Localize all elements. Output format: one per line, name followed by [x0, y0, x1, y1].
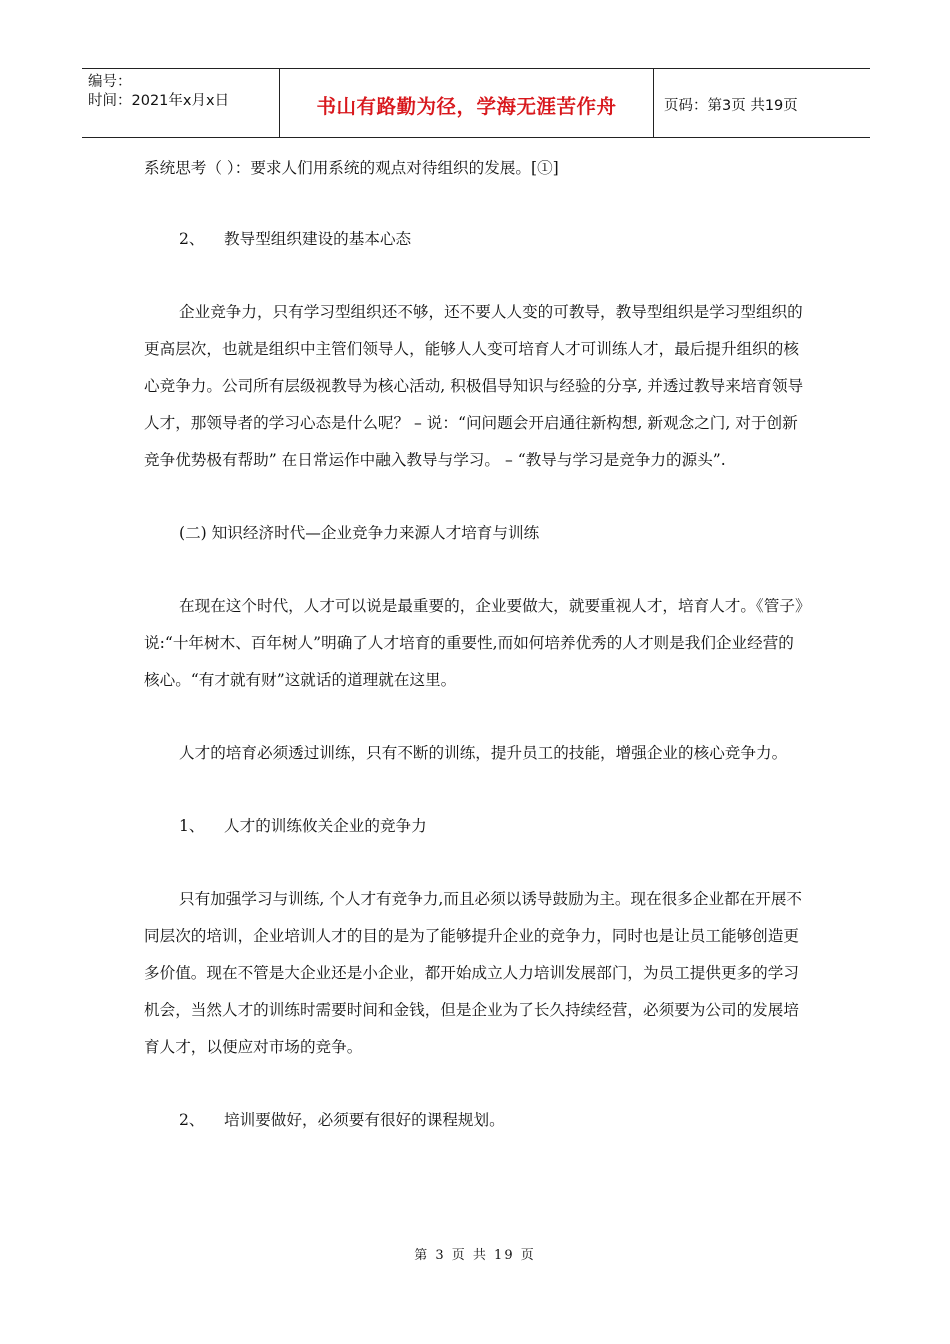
time-label: 时间：2021年x月x日	[88, 93, 230, 109]
paragraph-competitiveness: 企业竞争力，只有学习型组织还不够，还不要人人变的可教导，教导型组织是学习型组织的更高层次，也就是组织中主管们领导人，能够人人变可培育人才可训练人才，最后提升组织的核心竞争力。公司所有层级视教导为核心活动, 积极倡导知识与经验的分享, 并透过教导来培育领导人才，那领导者的学习心态是什么呢？ – 说：“问问题会开启通往新构想, 新观念之门, 对于创新竞争优势极有帮助” 在日常运作中融入教导与学习。 – “教导与学习是竞争力的源头”.	[144, 303, 804, 469]
paragraph-talent-era: 在现在这个时代，人才可以说是最重要的，企业要做大，就要重视人才，培育人才。《管子》说:“十年树木、百年树人”明确了人才培育的重要性,而如何培养优秀的人才则是我们企业经营的核心。“有才就有财”这就话的道理就在这里。	[144, 597, 803, 689]
list-item-course-planning	[144, 1102, 808, 1139]
header-meta	[82, 69, 280, 137]
page-footer: 第 3 页 共 19 页	[414, 1248, 536, 1263]
paragraph-talent-training: 人才的培育必须透过训练，只有不断的训练，提升员工的技能，增强企业的核心竞争力。	[179, 744, 788, 762]
list-item-coaching-mindset	[144, 221, 808, 258]
section-heading-knowledge-economy: (二) 知识经济时代—企业竞争力来源人才培育与训练	[179, 524, 540, 542]
list-item-text: 培训要做好，必须要有很好的课程规划。	[224, 1111, 505, 1129]
header-motto: 书山有路勤为径，学海无涯苦作舟	[280, 69, 654, 137]
paragraph-learning-training: 只有加强学习与训练, 个人才有竞争力,而且必须以诱导鼓励为主。现在很多企业都在开展不同层次的培训，企业培训人才的目的是为了能够提升企业的竞争力，同时也是让员工能够创造更多价值。现在不管是大企业还是小企业，都开始成立人力培训发展部门，为员工提供更多的学习机会，当然人才的训练时需要时间和金钱，但是企业为了长久持续经营，必须要为公司的发展培育人才，以便应对市场的竞争。	[144, 890, 803, 1056]
list-item-text: 教导型组织建设的基本心态	[224, 230, 412, 248]
list-item-text: 人才的训练攸关企业的竞争力	[224, 817, 427, 835]
number-label: 编号：	[88, 74, 132, 90]
header-page-info: 页码：第3页 共19页	[664, 97, 798, 114]
page-header	[82, 68, 870, 138]
document-body	[144, 150, 808, 1139]
paragraph-systems-thinking: 系统思考（ ）：要求人们用系统的观点对待组织的发展。[①]	[144, 159, 559, 177]
list-item-training-competitiveness	[144, 808, 808, 845]
list-item-number: 2、	[179, 230, 205, 248]
list-item-number: 2、	[179, 1111, 205, 1129]
list-item-number: 1、	[179, 817, 205, 835]
